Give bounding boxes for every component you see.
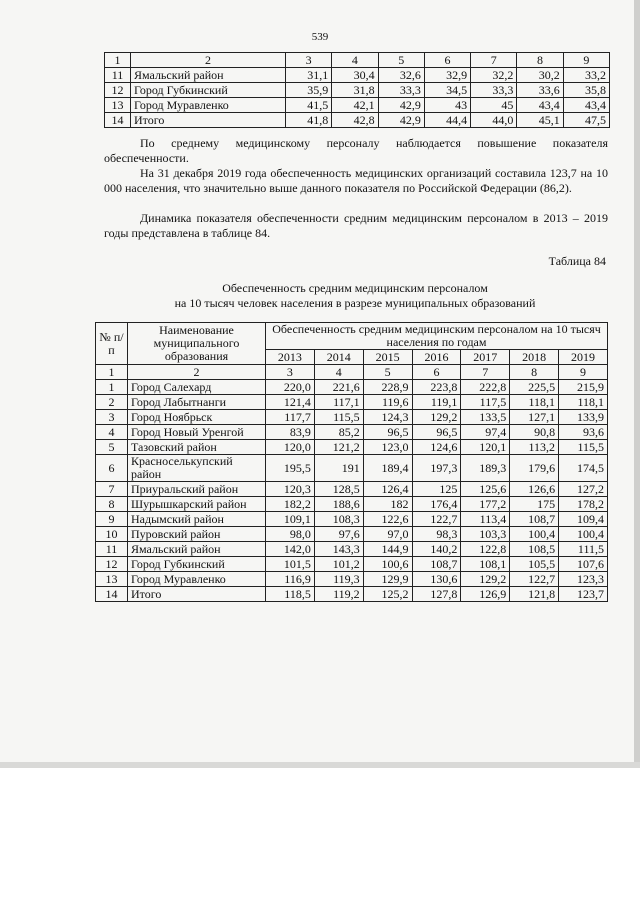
column-number: 1: [105, 53, 131, 68]
table-row: [96, 497, 608, 512]
value-cell: 113,4: [461, 512, 510, 527]
row-number: 6: [96, 455, 128, 482]
value-cell: 107,6: [559, 557, 608, 572]
table-row: [96, 395, 608, 410]
value-cell: 90,8: [510, 425, 559, 440]
table-row: [96, 587, 608, 602]
municipality-name: Ямальский район: [128, 542, 266, 557]
table-row: [96, 425, 608, 440]
paragraph-1: По среднему медицинскому персоналу наблюдается повышение показателя обеспеченности.: [104, 136, 608, 165]
value-cell: 100,4: [510, 527, 559, 542]
column-number: 8: [510, 365, 559, 380]
value-cell: 127,2: [559, 482, 608, 497]
value-cell: 31,8: [332, 83, 378, 98]
value-cell: 117,1: [314, 395, 363, 410]
value-cell: 197,3: [412, 455, 461, 482]
value-cell: 118,5: [266, 587, 315, 602]
value-cell: 223,8: [412, 380, 461, 395]
value-cell: 97,0: [363, 527, 412, 542]
page-number: 539: [311, 31, 329, 43]
value-cell: 125: [412, 482, 461, 497]
value-cell: 189,3: [461, 455, 510, 482]
year-header: 2014: [314, 350, 363, 365]
municipality-name: Тазовский район: [128, 440, 266, 455]
value-cell: 32,6: [378, 68, 424, 83]
scan-edge: [0, 762, 640, 768]
value-cell: 43: [424, 98, 470, 113]
municipality-name: Город Муравленко: [128, 572, 266, 587]
municipality-name: Город Губкинский: [131, 83, 286, 98]
municipality-name: Красноселькупский район: [128, 455, 266, 482]
value-cell: 108,7: [510, 512, 559, 527]
year-header: 2016: [412, 350, 461, 365]
value-cell: 122,8: [461, 542, 510, 557]
value-cell: 35,8: [563, 83, 609, 98]
row-number: 11: [96, 542, 128, 557]
value-cell: 222,8: [461, 380, 510, 395]
value-cell: 100,4: [559, 527, 608, 542]
value-cell: 122,6: [363, 512, 412, 527]
municipality-name: Город Новый Уренгой: [128, 425, 266, 440]
value-cell: 143,3: [314, 542, 363, 557]
value-cell: 129,9: [363, 572, 412, 587]
value-cell: 97,6: [314, 527, 363, 542]
row-number: 7: [96, 482, 128, 497]
value-cell: 83,9: [266, 425, 315, 440]
column-numbering-row: [96, 365, 608, 380]
year-header: 2013: [266, 350, 315, 365]
value-cell: 41,8: [286, 113, 332, 128]
value-cell: 133,5: [461, 410, 510, 425]
value-cell: 31,1: [286, 68, 332, 83]
table-row: [105, 98, 610, 113]
row-number: 10: [96, 527, 128, 542]
caption-line-2: на 10 тысяч человек населения в разрезе муниципальных образований: [174, 296, 536, 310]
municipality-name: Город Муравленко: [131, 98, 286, 113]
value-cell: 109,4: [559, 512, 608, 527]
value-cell: 42,9: [378, 113, 424, 128]
value-cell: 140,2: [412, 542, 461, 557]
value-cell: 108,3: [314, 512, 363, 527]
value-cell: 119,6: [363, 395, 412, 410]
table-row: [96, 455, 608, 482]
table-row: [96, 527, 608, 542]
value-cell: 30,4: [332, 68, 378, 83]
value-cell: 32,2: [471, 68, 517, 83]
year-header: 2017: [461, 350, 510, 365]
value-cell: 98,3: [412, 527, 461, 542]
table-row: [96, 512, 608, 527]
table-row: [96, 542, 608, 557]
column-number: 5: [378, 53, 424, 68]
row-number: 1: [96, 380, 128, 395]
value-cell: 35,9: [286, 83, 332, 98]
value-cell: 42,1: [332, 98, 378, 113]
value-cell: 43,4: [563, 98, 609, 113]
table-row: [96, 482, 608, 497]
value-cell: 93,6: [559, 425, 608, 440]
value-cell: 42,8: [332, 113, 378, 128]
value-cell: 130,6: [412, 572, 461, 587]
value-cell: 118,1: [559, 395, 608, 410]
value-cell: 121,2: [314, 440, 363, 455]
column-number: 3: [286, 53, 332, 68]
value-cell: 129,2: [412, 410, 461, 425]
value-cell: 126,9: [461, 587, 510, 602]
municipality-name: Шурышкарский район: [128, 497, 266, 512]
value-cell: 178,2: [559, 497, 608, 512]
table-continued: [104, 52, 610, 128]
caption-line-1: Обеспеченность средним медицинским персоналом: [222, 281, 488, 295]
municipality-name: Город Салехард: [128, 380, 266, 395]
value-cell: 225,5: [510, 380, 559, 395]
value-cell: 128,5: [314, 482, 363, 497]
value-cell: 144,9: [363, 542, 412, 557]
table-label: Таблица 84: [548, 254, 606, 268]
value-cell: 85,2: [314, 425, 363, 440]
value-cell: 189,4: [363, 455, 412, 482]
value-cell: 195,5: [266, 455, 315, 482]
value-cell: 30,2: [517, 68, 563, 83]
column-number: 9: [559, 365, 608, 380]
value-cell: 174,5: [559, 455, 608, 482]
table-row: [96, 410, 608, 425]
value-cell: 121,4: [266, 395, 315, 410]
value-cell: 123,3: [559, 572, 608, 587]
year-header: 2019: [559, 350, 608, 365]
column-number: 3: [266, 365, 315, 380]
row-number: 14: [96, 587, 128, 602]
value-cell: 122,7: [412, 512, 461, 527]
year-header: 2018: [510, 350, 559, 365]
value-cell: 45: [471, 98, 517, 113]
column-number: 6: [424, 53, 470, 68]
value-cell: 41,5: [286, 98, 332, 113]
value-cell: 127,8: [412, 587, 461, 602]
table-row: [105, 113, 610, 128]
value-cell: 34,5: [424, 83, 470, 98]
value-cell: 117,5: [461, 395, 510, 410]
value-cell: 127,1: [510, 410, 559, 425]
value-cell: 103,3: [461, 527, 510, 542]
row-number: 13: [96, 572, 128, 587]
row-number: 3: [96, 410, 128, 425]
row-number: 9: [96, 512, 128, 527]
value-cell: 119,3: [314, 572, 363, 587]
value-cell: 101,2: [314, 557, 363, 572]
header-municipality: Наименование муниципального образования: [128, 323, 266, 365]
row-number: 12: [96, 557, 128, 572]
value-cell: 109,1: [266, 512, 315, 527]
column-number: 2: [128, 365, 266, 380]
value-cell: 133,9: [559, 410, 608, 425]
value-cell: 182,2: [266, 497, 315, 512]
value-cell: 108,5: [510, 542, 559, 557]
column-number: 5: [363, 365, 412, 380]
column-number: 6: [412, 365, 461, 380]
municipality-name: Надымский район: [128, 512, 266, 527]
value-cell: 33,3: [471, 83, 517, 98]
header-provision-group: Обеспеченность средним медицинским персоналом на 10 тысяч населения по годам: [266, 323, 608, 350]
column-number: 4: [332, 53, 378, 68]
table-84: [95, 322, 608, 602]
row-number: 4: [96, 425, 128, 440]
value-cell: 126,6: [510, 482, 559, 497]
row-number: 5: [96, 440, 128, 455]
value-cell: 191: [314, 455, 363, 482]
value-cell: 120,1: [461, 440, 510, 455]
table-row: [105, 83, 610, 98]
value-cell: 125,6: [461, 482, 510, 497]
value-cell: 115,5: [314, 410, 363, 425]
paragraph-3: Динамика показателя обеспеченности средним медицинским персоналом в 2013 – 2019 годы представлена в таблице 84.: [104, 211, 608, 240]
column-number: 7: [471, 53, 517, 68]
value-cell: 113,2: [510, 440, 559, 455]
value-cell: 44,4: [424, 113, 470, 128]
value-cell: 33,3: [378, 83, 424, 98]
column-number: 7: [461, 365, 510, 380]
value-cell: 177,2: [461, 497, 510, 512]
value-cell: 122,7: [510, 572, 559, 587]
value-cell: 111,5: [559, 542, 608, 557]
table-caption: [100, 281, 610, 311]
value-cell: 32,9: [424, 68, 470, 83]
value-cell: 108,7: [412, 557, 461, 572]
value-cell: 215,9: [559, 380, 608, 395]
header-number: № п/п: [96, 323, 128, 365]
value-cell: 120,3: [266, 482, 315, 497]
value-cell: 228,9: [363, 380, 412, 395]
value-cell: 126,4: [363, 482, 412, 497]
paragraph-2: На 31 декабря 2019 года обеспеченность медицинских организаций составила 123,7 на 10 000 населения, что значительно выше данного показателя по Российской Федерации (86,2).: [104, 166, 608, 195]
row-number: 8: [96, 497, 128, 512]
value-cell: 98,0: [266, 527, 315, 542]
municipality-name: Приуральский район: [128, 482, 266, 497]
row-number: 13: [105, 98, 131, 113]
municipality-name: Город Губкинский: [128, 557, 266, 572]
municipality-name: Город Лабытнанги: [128, 395, 266, 410]
value-cell: 123,0: [363, 440, 412, 455]
value-cell: 182: [363, 497, 412, 512]
table-row: [96, 440, 608, 455]
value-cell: 142,0: [266, 542, 315, 557]
value-cell: 221,6: [314, 380, 363, 395]
value-cell: 119,1: [412, 395, 461, 410]
value-cell: 101,5: [266, 557, 315, 572]
municipality-name: Итого: [128, 587, 266, 602]
value-cell: 115,5: [559, 440, 608, 455]
value-cell: 96,5: [412, 425, 461, 440]
municipality-name: Итого: [131, 113, 286, 128]
value-cell: 175: [510, 497, 559, 512]
value-cell: 179,6: [510, 455, 559, 482]
value-cell: 117,7: [266, 410, 315, 425]
column-number: 2: [131, 53, 286, 68]
value-cell: 129,2: [461, 572, 510, 587]
value-cell: 100,6: [363, 557, 412, 572]
value-cell: 97,4: [461, 425, 510, 440]
value-cell: 121,8: [510, 587, 559, 602]
value-cell: 124,3: [363, 410, 412, 425]
column-number: 4: [314, 365, 363, 380]
table-row: [96, 380, 608, 395]
value-cell: 105,5: [510, 557, 559, 572]
value-cell: 45,1: [517, 113, 563, 128]
value-cell: 116,9: [266, 572, 315, 587]
value-cell: 120,0: [266, 440, 315, 455]
municipality-name: Ямальский район: [131, 68, 286, 83]
value-cell: 33,6: [517, 83, 563, 98]
value-cell: 47,5: [563, 113, 609, 128]
value-cell: 125,2: [363, 587, 412, 602]
column-numbering-row: [105, 53, 610, 68]
column-number: 9: [563, 53, 609, 68]
value-cell: 188,6: [314, 497, 363, 512]
value-cell: 124,6: [412, 440, 461, 455]
year-header: 2015: [363, 350, 412, 365]
value-cell: 42,9: [378, 98, 424, 113]
column-number: 1: [96, 365, 128, 380]
value-cell: 119,2: [314, 587, 363, 602]
row-number: 12: [105, 83, 131, 98]
row-number: 11: [105, 68, 131, 83]
value-cell: 123,7: [559, 587, 608, 602]
municipality-name: Город Ноябрьск: [128, 410, 266, 425]
value-cell: 220,0: [266, 380, 315, 395]
value-cell: 43,4: [517, 98, 563, 113]
municipality-name: Пуровский район: [128, 527, 266, 542]
column-number: 8: [517, 53, 563, 68]
value-cell: 176,4: [412, 497, 461, 512]
table-row: [96, 572, 608, 587]
value-cell: 33,2: [563, 68, 609, 83]
value-cell: 108,1: [461, 557, 510, 572]
value-cell: 96,5: [363, 425, 412, 440]
table-row: [96, 557, 608, 572]
table-row: [105, 68, 610, 83]
value-cell: 44,0: [471, 113, 517, 128]
row-number: 14: [105, 113, 131, 128]
row-number: 2: [96, 395, 128, 410]
value-cell: 118,1: [510, 395, 559, 410]
